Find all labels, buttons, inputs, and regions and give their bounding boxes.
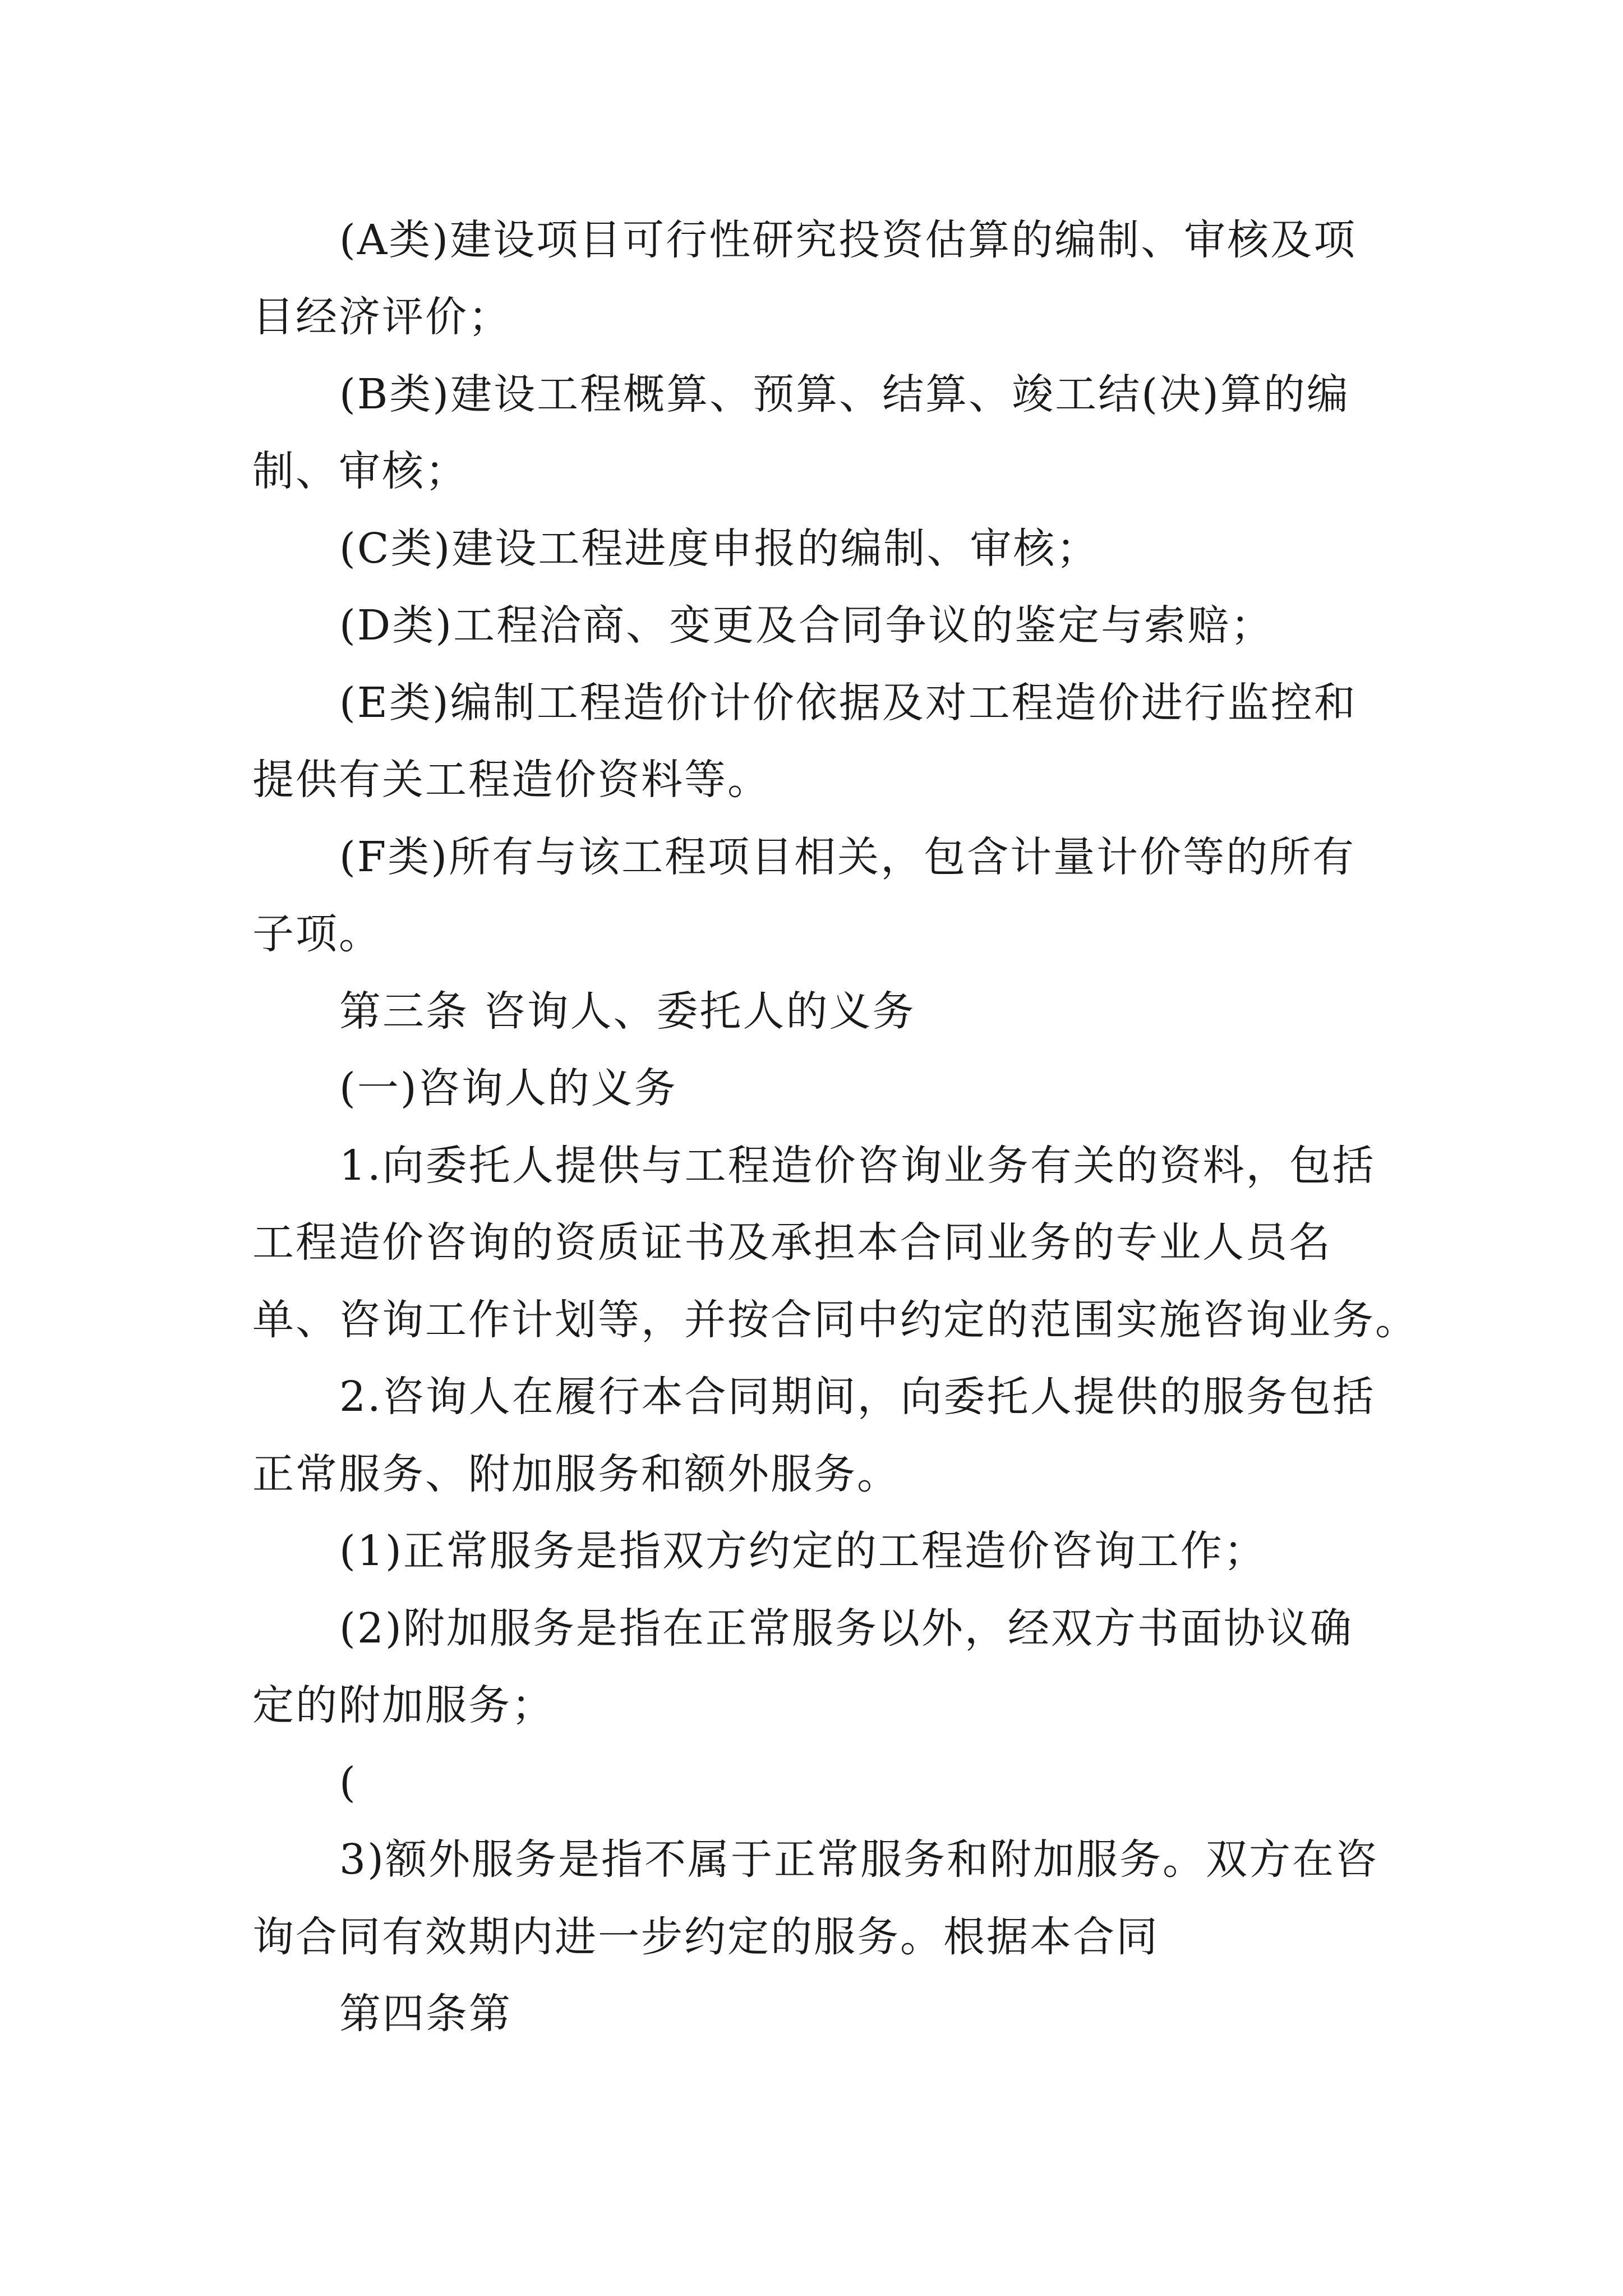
- paragraph-d-line-1: (D类)工程洽商、变更及合同争议的鉴定与索赔；: [339, 601, 1274, 650]
- subitem-3-line-1: 3)额外服务是指不属于正常服务和附加服务。双方在咨: [339, 1835, 1378, 1884]
- paragraph-e-line-1: (E类)编制工程造价计价依据及对工程造价进行监控和: [339, 679, 1357, 727]
- article-four-heading: 第四条第: [339, 1990, 512, 2038]
- item-2-line-2: 正常服务、附加服务和额外服务。: [252, 1450, 900, 1498]
- paragraph-a-line-1: (A类)建设项目可行性研究投资估算的编制、审核及项: [339, 216, 1357, 264]
- paragraph-b-line-2: 制、审核；: [252, 447, 468, 495]
- paragraph-b-line-1: (B类)建设工程概算、预算、结算、竣工结(决)算的编: [339, 370, 1350, 418]
- paragraph-f-line-2: 子项。: [252, 910, 382, 958]
- subitem-3-open-paren: (: [339, 1759, 357, 1807]
- item-1-line-1: 1.向委托人提供与工程造价咨询业务有关的资料，包括: [339, 1142, 1376, 1190]
- paragraph-e-line-2: 提供有关工程造价资料等。: [252, 756, 771, 804]
- item-1-line-3: 单、咨询工作计划等，并按合同中约定的范围实施咨询业务。: [252, 1296, 1418, 1344]
- paragraph-a-line-2: 目经济评价；: [252, 293, 511, 341]
- item-1-line-2: 工程造价咨询的资质证书及承担本合同业务的专业人员名: [252, 1218, 1332, 1267]
- subitem-2-line-1: (2)附加服务是指在正常服务以外，经双方书面协议确: [339, 1604, 1353, 1653]
- section-one-heading: (一)咨询人的义务: [339, 1064, 677, 1112]
- item-2-line-1: 2.咨询人在履行本合同期间，向委托人提供的服务包括: [339, 1373, 1376, 1421]
- paragraph-c-line-1: (C类)建设工程进度申报的编制、审核；: [339, 524, 1100, 573]
- paragraph-f-line-1: (F类)所有与该工程项目相关，包含计量计价等的所有: [339, 833, 1356, 881]
- subitem-2-line-2: 定的附加服务；: [252, 1681, 555, 1729]
- subitem-3-line-2: 询合同有效期内进一步约定的服务。根据本合同: [252, 1913, 1159, 1961]
- article-three-heading: 第三条 咨询人、委托人的义务: [339, 987, 916, 1036]
- subitem-1-line-1: (1)正常服务是指双方约定的工程造价咨询工作；: [339, 1527, 1267, 1575]
